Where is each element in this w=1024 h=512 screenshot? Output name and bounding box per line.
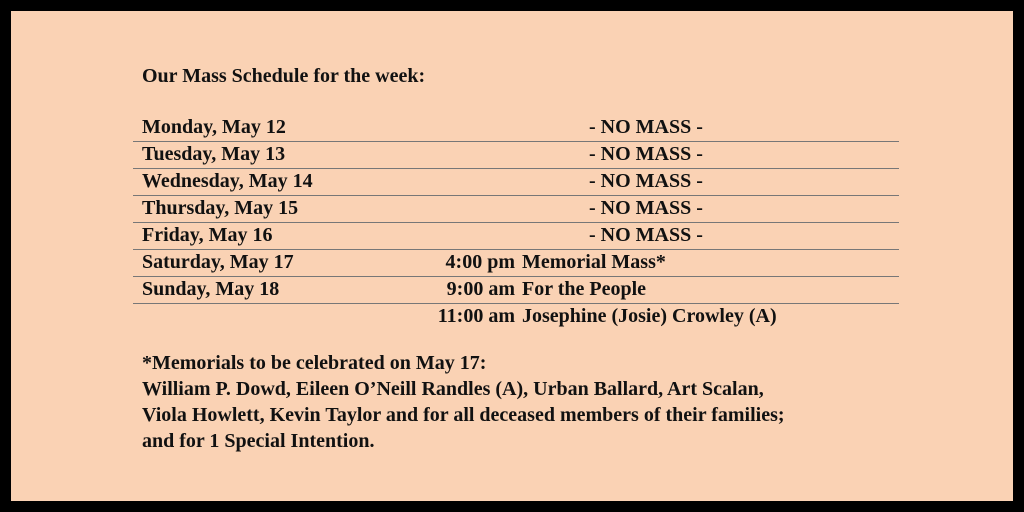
schedule-day: Monday, May 12 [142,116,286,138]
schedule-panel [11,11,1013,501]
notes-line: and for 1 Special Intention. [142,430,375,452]
schedule-row [133,196,899,223]
memorial-notes [142,350,785,454]
notes-line: Viola Howlett, Kevin Taylor and for all deceased members of their families; [142,404,785,426]
schedule-row [133,304,899,330]
schedule-row [133,277,899,304]
schedule-day: Friday, May 16 [142,224,273,246]
schedule-row [133,115,899,142]
page-title: Our Mass Schedule for the week: [142,65,426,87]
schedule-time: 4:00 pm [445,251,515,273]
schedule-day: Thursday, May 15 [142,197,299,219]
schedule-day: Wednesday, May 14 [142,170,313,192]
schedule-row [133,142,899,169]
schedule-intention: For the People [522,278,647,300]
schedule-intention: - NO MASS - [589,143,703,165]
schedule-intention: - NO MASS - [589,116,703,138]
mass-schedule-table [133,115,899,330]
schedule-row [133,169,899,196]
schedule-intention: - NO MASS - [589,170,703,192]
notes-line: William P. Dowd, Eileen O’Neill Randles (A), Urban Ballard, Art Scalan, [142,378,764,400]
notes-heading: *Memorials to be celebrated on May 17: [142,352,487,374]
schedule-time: 11:00 am [437,305,515,327]
schedule-day: Saturday, May 17 [142,251,294,273]
schedule-row [133,223,899,250]
schedule-day: Sunday, May 18 [142,278,280,300]
schedule-day: Tuesday, May 13 [142,143,286,165]
schedule-intention: - NO MASS - [589,224,703,246]
schedule-intention: Josephine (Josie) Crowley (A) [522,305,777,327]
schedule-time: 9:00 am [446,278,515,300]
schedule-row [133,250,899,277]
schedule-intention: Memorial Mass* [522,251,666,273]
schedule-intention: - NO MASS - [589,197,703,219]
